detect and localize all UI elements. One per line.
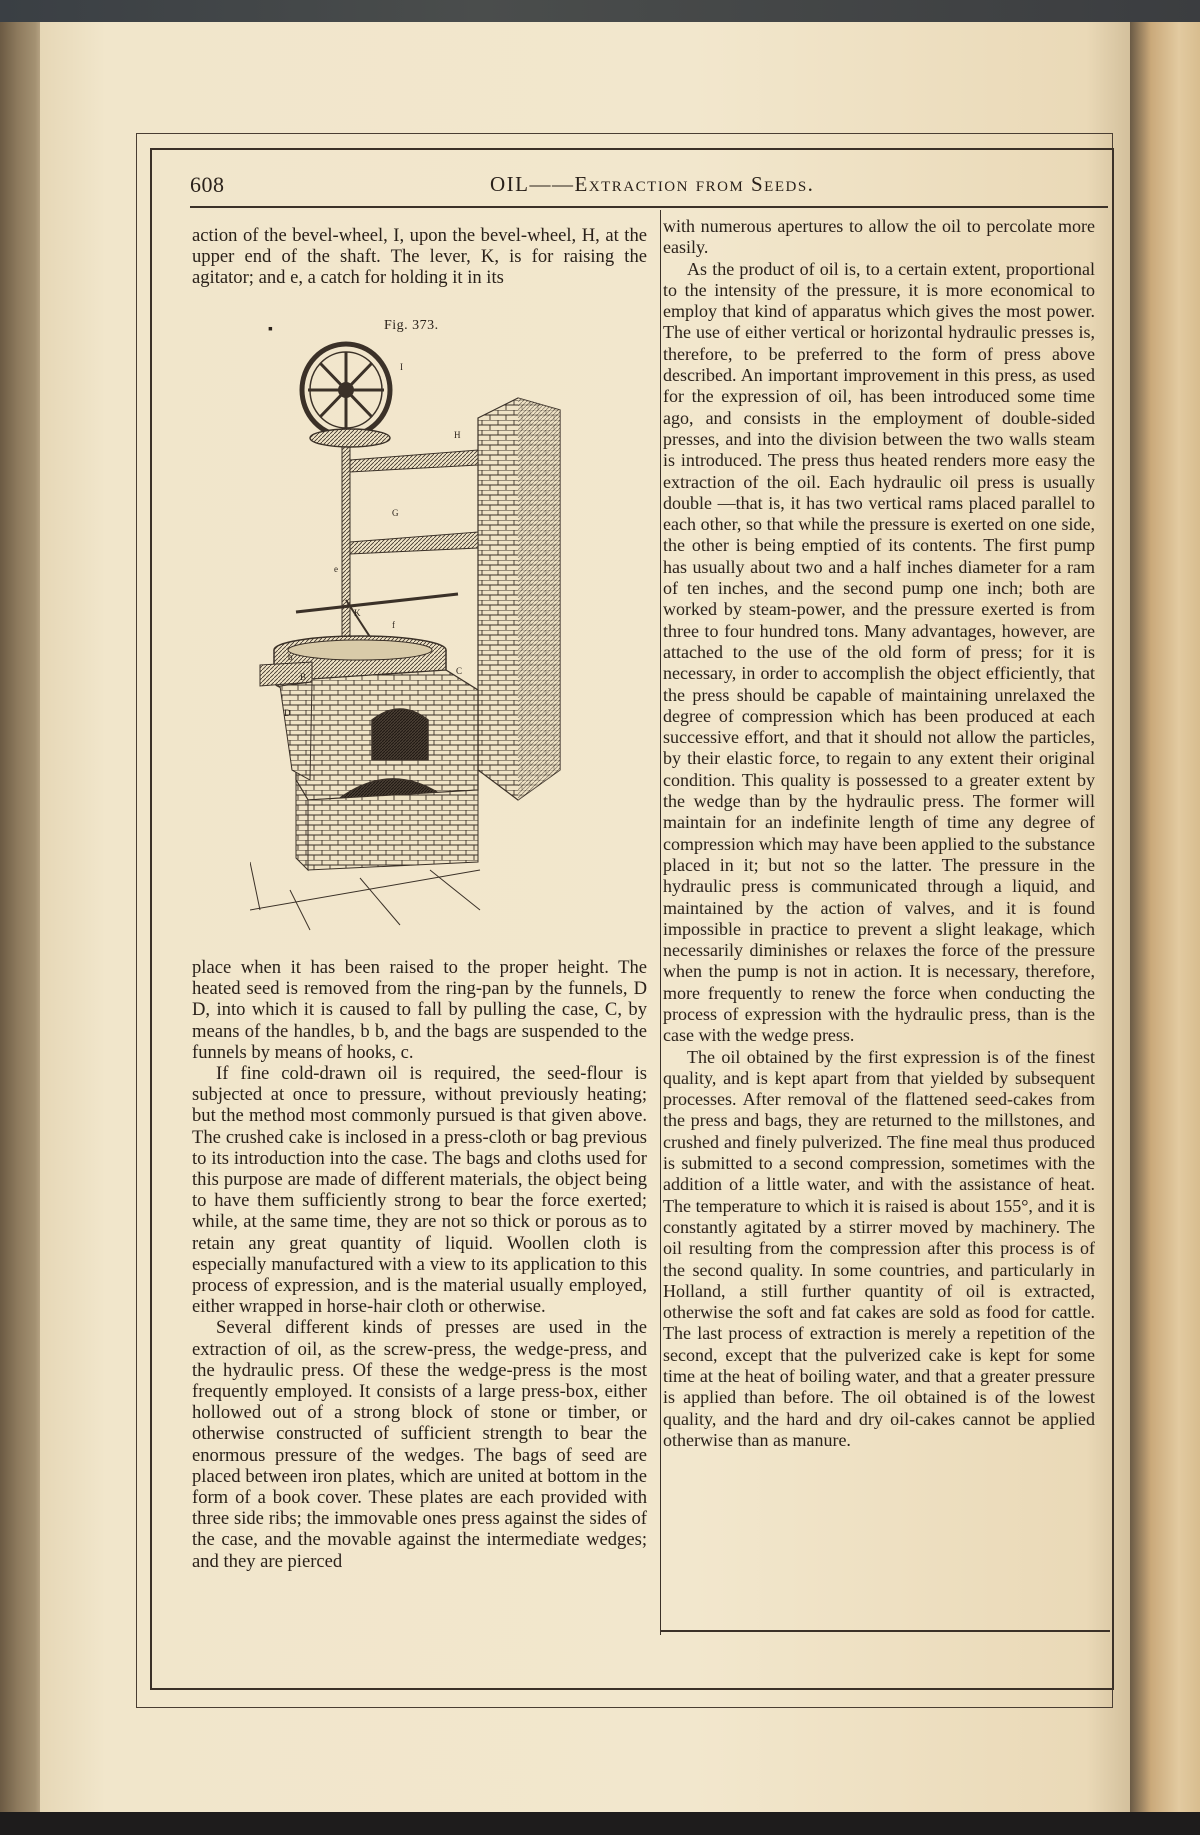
label-c: C: [456, 666, 463, 676]
label-b: b: [288, 652, 293, 662]
facing-page-edge: [1130, 22, 1200, 1812]
floor-tiles: [250, 862, 480, 930]
label-h: H: [454, 430, 461, 440]
running-head: [190, 168, 1090, 206]
label-d: D: [284, 708, 291, 718]
bevel-wheel-h: [310, 429, 390, 447]
figure-marker: ▪: [268, 322, 273, 337]
paragraph: place when it has been raised to the proper height. The heated seed is removed from the ring-pan by the funnels, D D, into which it is caused to fall by pulling the case, C, by means of the handles, b b, and the bags are suspended to the funnels by means of hooks, c.: [192, 957, 647, 1063]
page-number: 608: [190, 172, 225, 197]
fire-opening: [372, 709, 428, 760]
book-top-edge: [0, 0, 1200, 22]
paragraph: Several different kinds of presses are used in the extraction of oil, as the screw-press, the wedge-press, and the hydraulic press. Of these the wedge-press is the most frequently employed. It consists of a large press-box, either hollowed out of a strong block of stone or timber, or otherwise constructed of sufficient strength to bear the enormous pressure of the wedges. The bags of seed are placed between iron plates, which are united at bottom in the form of a book cover. These plates are each provided with three side ribs; the immovable ones press against the sides of the case, and the movable against the intermediate wedges; and they are pierced: [192, 1317, 647, 1572]
upper-bracket: [350, 450, 478, 472]
paragraph: with numerous apertures to allow the oil to percolate more easily.: [663, 216, 1095, 258]
figure-caption: Fig. 373.: [384, 318, 439, 333]
lever-k: [296, 594, 458, 612]
left-column-body: [192, 957, 647, 1637]
bevel-wheel-i: [302, 344, 390, 436]
left-column-top: [192, 225, 647, 289]
label-f: f: [392, 620, 395, 630]
label-b-upper: B: [300, 672, 307, 682]
paragraph-continued: action of the bevel-wheel, I, upon the bevel-wheel, H, at the upper end of the shaft. The lever, K, is for raising the agitator; and e, a catch for holding it in its: [192, 225, 647, 289]
label-i: I: [400, 362, 403, 372]
label-k: K: [354, 608, 361, 618]
label-g: G: [392, 508, 399, 518]
running-title: OIL——Extraction from Seeds.: [490, 172, 815, 196]
book-bottom-edge: [0, 1812, 1200, 1835]
funnel-d: [280, 682, 312, 780]
paragraph: As the product of oil is, to a certain extent, proportional to the intensity of the pressure, it is more economical to employ that kind of apparatus which gives the most power. The use of either vertical or horizontal hydraulic presses is, therefore, to be preferred to the form of press above described. An important improvement in this press, as used for the expression of oil, has been introduced some time ago, and consists in the employment of double-sided presses, and into the division between the two walls steam is introduced. The press thus heated renders more easy the extraction of the oil. Each hydraulic oil press is usually double —that is, it has two vertical rams placed parallel to each other, so that while the pressure is exerted on one side, the other is being emptied of its contents. The first pump has usually about two and a half inches diameter for a ram of ten inches, and the second pump one inch; both are worked by steam-power, and the pressure exerted is from three to four hundred tons. Many advantages, however, are attached to the use of the old form of press; for it is necessary, in order to accomplish the object efficiently, that the press should be capable of maintaining unrelaxed the degree of compression which has been produced at each successive effort, and that it should not allow the particles, by their elastic force, to regain to any extent their original condition. This quality is possessed to a greater extent by the wedge than by the hydraulic press. The former will maintain for an indefinite length of time any degree of compression which may have been applied to the substance placed in it; but not so the latter. The pressure in the hydraulic press is communicated through a liquid, and maintained by the action of valves, and it is found impossible in practice to prevent a slight leakage, which necessarily diminishes or relaxes the force of the pressure when the pump is not in action. It is necessary, therefore, more frequently to renew the force when conducting the process of expression with the hydraulic press, than is the case with the wedge press.: [663, 258, 1095, 1046]
column-divider: [660, 210, 661, 1635]
paragraph: If fine cold-drawn oil is required, the seed-flour is subjected at once to pressure, without previously heating; but the method most commonly pursued is that given above. The crushed cake is inclosed in a press-cloth or bag previous to its introduction into the case. The bags and cloths used for this purpose are made of different materials, the object being to have them sufficiently strong to bear the force exerted; while, at the same time, they are not so thick or porous as to retain any great quantity of liquid. Woollen cloth is especially manufactured with a view to its application to this process of expression, and is the material usually employed, either wrapped in horse-hair cloth or otherwise.: [192, 1063, 647, 1318]
book-spine-edge: [0, 22, 44, 1817]
lower-bracket: [350, 532, 478, 554]
paragraph: The oil obtained by the first expression is of the finest quality, and is kept apart from that yielded by subsequent processes. After removal of the flattened seed-cakes from the press and bags, they are returned to the millstones, and crushed and finely pulverized. The fine meal thus produced is submitted to a second compression, sometimes with the addition of a little water, and with the assistance of heat. The temperature to which it is raised is about 155°, and it is constantly agitated by a stirrer moved by machinery. The oil resulting from the compression after this process is of the second quality. In some countries, and particularly in Holland, a still further quantity of oil is extracted, otherwise the soft and fat cakes are sold as food for cattle. The last process of extraction is merely a repetition of the second, except that the pulverized cake is kept for some time at the heat of boiling water, and that a greater pressure is applied than before. The oil obtained is of the lowest quality, and the hard and dry oil-cakes cannot be applied otherwise than as manure.: [663, 1046, 1095, 1450]
oil-press-engraving: [250, 310, 650, 950]
right-column-body: [663, 216, 1095, 1636]
label-e: e: [334, 564, 338, 574]
header-rule: [190, 206, 1108, 208]
